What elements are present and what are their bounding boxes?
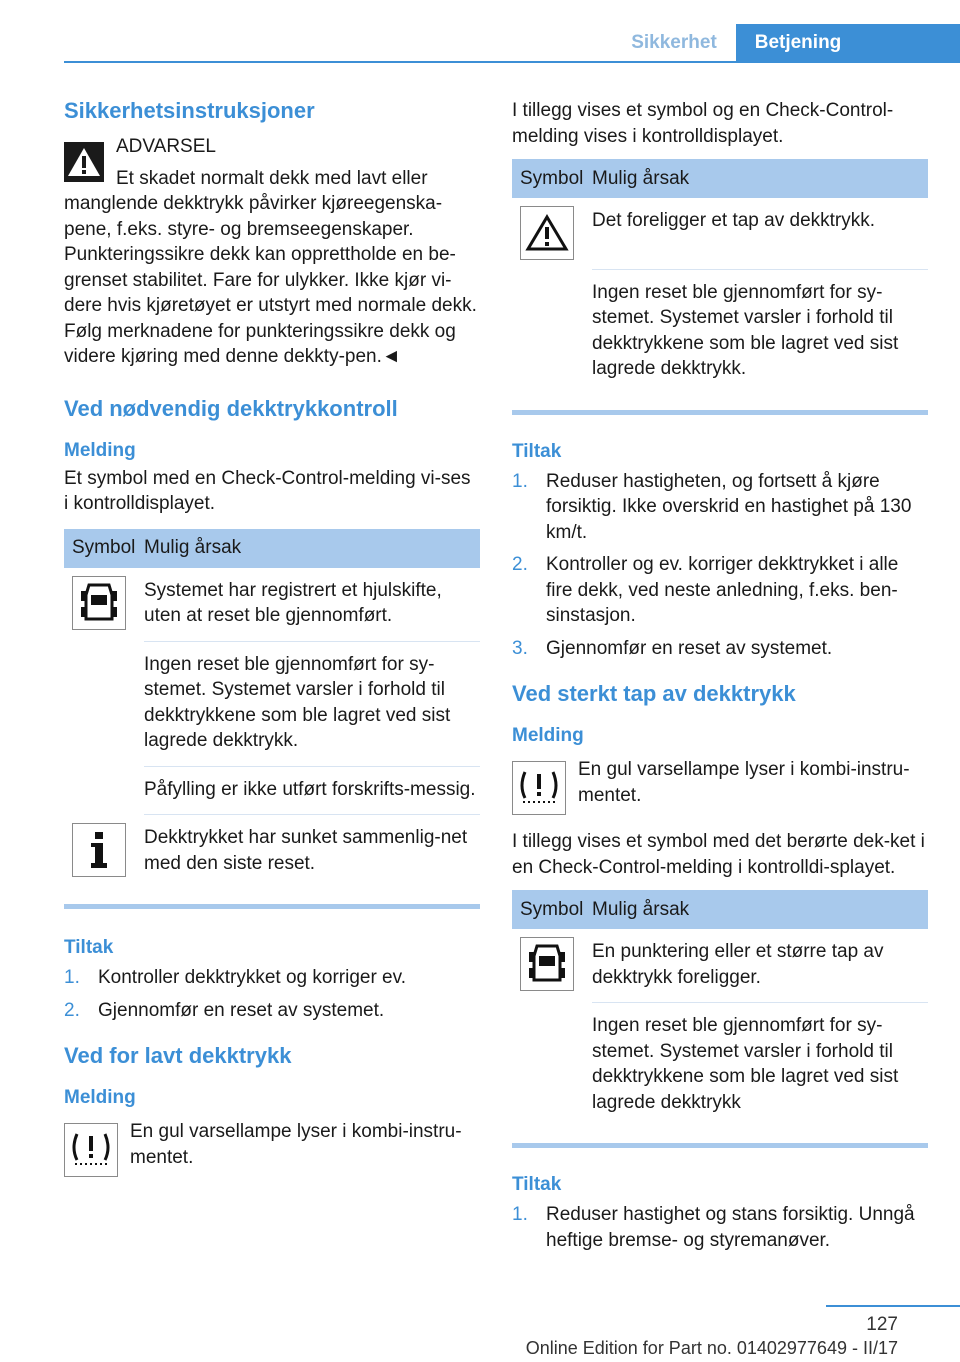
table-row <box>64 815 480 888</box>
item-number: 1. <box>512 1204 528 1225</box>
cause-cell: Dekktrykket har sunket sammenlig-net med den siste reset. <box>144 827 468 874</box>
table-header <box>512 890 928 929</box>
footer-rule <box>826 1305 960 1307</box>
list-item <box>64 965 480 991</box>
col-symbol: Symbol <box>72 537 136 558</box>
symbol-cell-empty <box>64 642 144 767</box>
tyre-warning-lamp-icon <box>512 761 566 815</box>
intro2-text: I tillegg vises et symbol med det berørte dek-ket i en Check-Control-melding i kontrolldi-splayet. <box>512 831 925 878</box>
item-text: Reduser hastigheten, og fortsett å kjøre forsiktig. Ikke overskrid en hastighet på 130 km/t. <box>546 470 912 543</box>
cause-cell: Påfylling er ikke utført forskrifts-messig. <box>144 767 480 816</box>
col-cause: Mulig årsak <box>144 537 242 558</box>
tab-betjening[interactable]: Betjening <box>736 24 860 61</box>
item-text: Reduser hastighet og stans forsiktig. Unngå heftige bremse- og styremanøver. <box>546 1204 915 1251</box>
symbol-table <box>512 159 928 415</box>
item-text: Gjennomfør en reset av systemet. <box>546 637 833 659</box>
col-cause: Mulig årsak <box>592 898 690 920</box>
list-item <box>512 469 928 546</box>
section-title: Sikkerhetsinstruksjoner <box>64 98 315 123</box>
item-number: 1. <box>64 967 80 988</box>
col-cause: Mulig årsak <box>592 167 690 189</box>
tab-sikkerhet[interactable]: Sikkerhet <box>631 32 717 53</box>
cause-cell: En punktering eller et større tap av dekktrykk foreligger. <box>592 929 928 1003</box>
cause-cell: Systemet har registrert et hjulskifte, uten at reset ble gjennomført. <box>144 568 480 642</box>
symbol-table <box>512 890 928 1148</box>
tiltak-list <box>512 1202 928 1253</box>
table-header <box>64 529 480 568</box>
tiltak-heading: Tiltak <box>64 937 114 958</box>
item-text: Gjennomfør en reset av systemet. <box>98 999 385 1021</box>
col-symbol: Symbol <box>520 898 584 920</box>
symbol-cell <box>64 568 144 642</box>
tiltak-list <box>512 469 928 662</box>
cause-cell: Det foreligger et tap av dekktrykk. <box>592 198 928 270</box>
symbol-cell <box>64 815 144 888</box>
table-row <box>512 929 928 1003</box>
header-bar <box>860 24 960 63</box>
header-rule <box>64 61 960 63</box>
tyre-warning-lamp-icon <box>64 1123 118 1177</box>
warning-block <box>64 134 480 370</box>
edition-text: Online Edition for Part no. 01402977649 - II/17 <box>525 1338 898 1358</box>
heading-necessary-check: Ved nødvendig dekktrykkontroll <box>64 395 398 421</box>
melding-heading: Melding <box>512 725 584 746</box>
item-number: 3. <box>512 637 528 659</box>
table-end-rule <box>64 904 480 909</box>
warning-label: ADVARSEL <box>116 136 216 157</box>
table-end-rule <box>512 1143 928 1148</box>
table-row <box>64 642 480 767</box>
warning-text: Et skadet normalt dekk med lavt eller manglende dekktrykk påvirker kjøreegenska-pene, f.eks. styre- og bremseegenskaper. Punkteringssikre dekk kan opprettholde en be-grenset stabilitet. Fare for ulykker. Ikke kjør vi-dere hvis kjøretøyet er utstyrt med normale dekk. Følg merknadene for punkteringssikre dekk og videre kjøring med denne dekkty-pen.◄ <box>64 167 477 367</box>
lamp-block <box>64 1119 480 1177</box>
list-item <box>512 636 928 662</box>
car-tyre-icon <box>72 576 126 630</box>
tiltak-list <box>64 965 480 1023</box>
table-row <box>64 767 480 816</box>
symbol-cell-empty <box>512 1003 592 1127</box>
item-number: 2. <box>64 999 80 1021</box>
table-row <box>512 1003 928 1127</box>
melding-heading: Melding <box>64 439 136 461</box>
melding-heading: Melding <box>64 1087 136 1108</box>
item-text: Kontroller og ev. korriger dekktrykket i alle fire dekk, ved neste anledning, f.eks. ben-sinstasjon. <box>546 554 899 626</box>
cause-cell: Ingen reset ble gjennomført for sy-stemet. Systemet varsler i forhold til dekktrykkene som ble lagret ved sist lagrede dekktrykk. <box>592 281 899 379</box>
heading-strong-loss: Ved sterkt tap av dekktrykk <box>512 681 796 706</box>
list-item <box>64 998 480 1024</box>
heading-low-pressure: Ved for lavt dekktrykk <box>64 1043 292 1068</box>
table-row <box>64 568 480 642</box>
page-number: 127 <box>866 1314 898 1335</box>
left-column <box>64 98 480 1177</box>
cause-cell: Ingen reset ble gjennomført for sy-stemet. Systemet varsler i forhold til dekktrykkene som ble lagret ved sist lagrede dekktrykk <box>592 1015 899 1113</box>
info-icon <box>72 823 126 877</box>
item-text: Kontroller dekktrykket og korriger ev. <box>98 967 406 988</box>
symbol-table <box>64 529 480 910</box>
intro-text: I tillegg vises et symbol og en Check-Control-melding vises i kontrolldisplayet. <box>512 100 894 147</box>
symbol-cell <box>512 929 592 1003</box>
col-symbol: Symbol <box>520 167 584 189</box>
warning-triangle-icon <box>64 142 104 182</box>
list-item <box>512 552 928 629</box>
list-item <box>512 1202 928 1253</box>
lamp-text: En gul varsellampe lyser i kombi-instru-mentet. <box>130 1121 462 1168</box>
tiltak-heading: Tiltak <box>512 440 562 462</box>
melding-text: Et symbol med en Check-Control-melding vi-ses i kontrolldisplayet. <box>64 467 471 514</box>
right-column <box>512 98 928 1260</box>
table-row <box>512 270 928 394</box>
warning-triangle-icon <box>520 206 574 260</box>
table-end-rule <box>512 410 928 415</box>
lamp-text: En gul varsellampe lyser i kombi-instru-mentet. <box>578 759 910 806</box>
tiltak-heading: Tiltak <box>512 1174 562 1195</box>
symbol-cell-empty <box>512 270 592 394</box>
table-header <box>512 159 928 198</box>
item-number: 2. <box>512 554 528 575</box>
cause-cell: Ingen reset ble gjennomført for sy-stemet. Systemet varsler i forhold til dekktrykkene som ble lagret ved sist lagrede dekktrykk. <box>144 642 480 767</box>
item-number: 1. <box>512 470 528 492</box>
symbol-cell <box>512 198 592 270</box>
table-row <box>512 198 928 270</box>
lamp-block <box>512 757 928 815</box>
car-tyre-icon <box>520 937 574 991</box>
symbol-cell-empty <box>64 767 144 816</box>
